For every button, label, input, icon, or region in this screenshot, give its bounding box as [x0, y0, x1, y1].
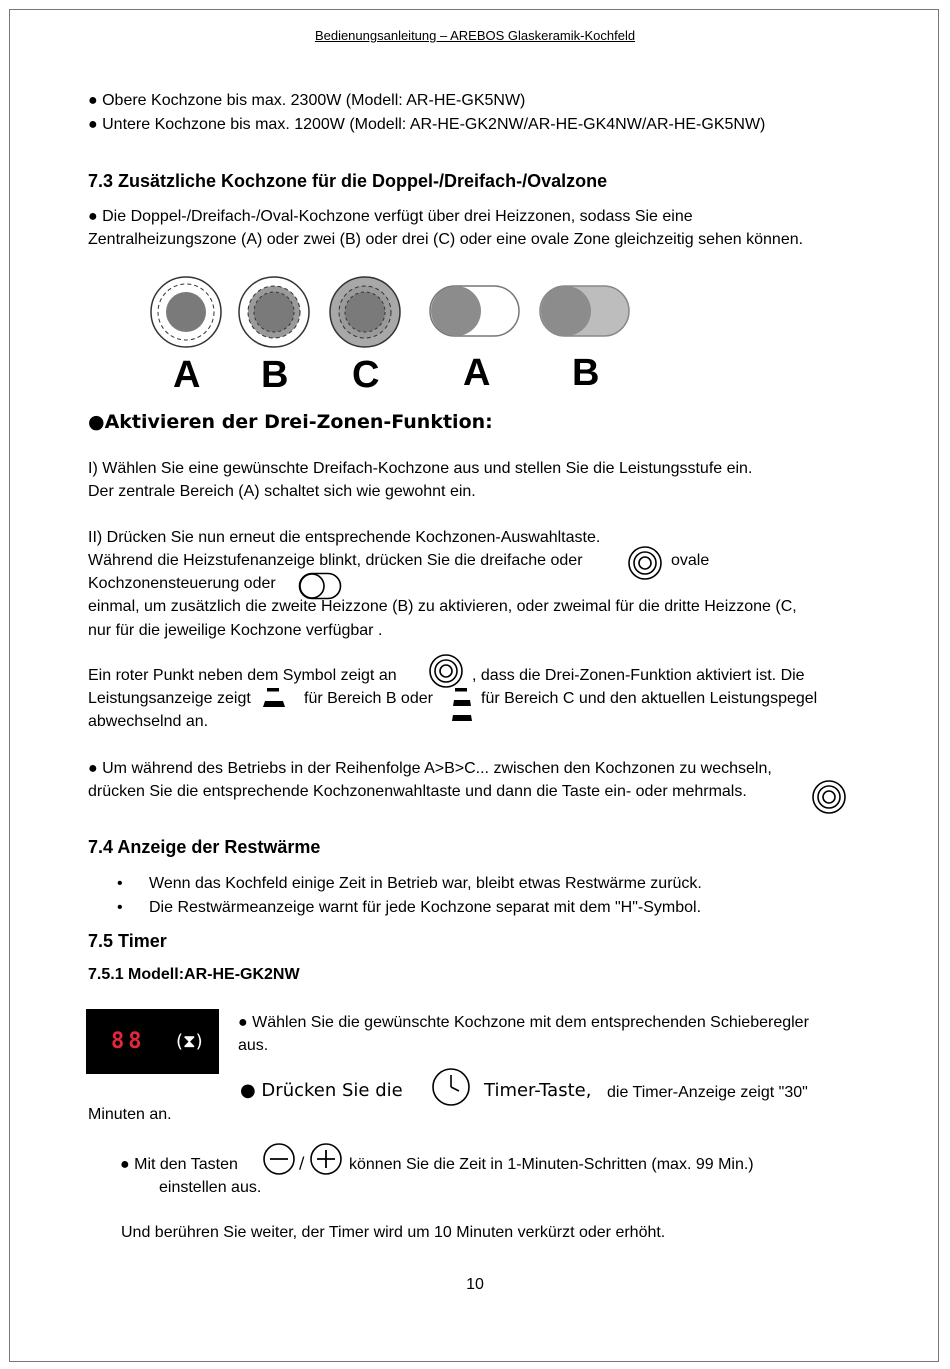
zone-label-c: C — [352, 354, 380, 396]
activate-p2-l3: Kochzonensteuerung oder — [88, 575, 276, 592]
zone-label-b: B — [261, 354, 289, 396]
zone-label-a: A — [173, 354, 201, 396]
activate-p3-l2a: Leistungsanzeige zeigt — [88, 690, 251, 707]
activate-p3-l2b: für Bereich B oder — [304, 690, 433, 707]
timer-l1b: aus. — [238, 1037, 269, 1054]
zone-label-oval-b: B — [572, 352, 600, 394]
sec74-bullet-2: Die Restwärmeanzeige warnt für jede Kochzone separat mit dem "H"-Symbol. — [149, 899, 702, 916]
activate-p1-l1: I) Wählen Sie eine gewünschte Dreifach-Kochzone aus und stellen Sie die Leistungsstufe ein. — [88, 460, 753, 477]
section-7-5-title: 7.5 Timer — [88, 931, 167, 951]
activate-heading: ●Aktivieren der Drei-Zonen-Funktion: — [88, 411, 493, 433]
bullet-dot: • — [117, 875, 123, 892]
display-clock-icon: (⧗) — [176, 1031, 203, 1052]
triple-zone-icon — [428, 653, 464, 689]
triple-zone-icon — [627, 545, 663, 581]
activate-p4-l2: drücken Sie die entsprechende Kochzonenwahltaste und dann die Taste ein- oder mehrmals. — [88, 783, 747, 800]
intro-bullet-2: ● Untere Kochzone bis max. 1200W (Modell: AR-HE-GK2NW/AR-HE-GK4NW/AR-HE-GK5NW) — [88, 116, 766, 133]
timer-clock-icon — [428, 1066, 474, 1108]
activate-p2-l4: einmal, um zusätzlich die zweite Heizzone (B) zu aktivieren, oder zweimal für die dritte Heizzone (C, — [88, 598, 797, 615]
zone-a-round-icon — [151, 277, 221, 347]
timer-l3c: einstellen aus. — [159, 1179, 262, 1196]
activate-p3-l1b: , dass die Drei-Zonen-Funktion aktiviert ist. Die — [472, 667, 805, 684]
zone-c-display-icon — [451, 688, 473, 722]
timer-l1a: ● Wählen Sie die gewünschte Kochzone mit dem entsprechenden Schieberegler — [238, 1014, 809, 1031]
zone-a-oval-icon — [430, 286, 519, 336]
triple-zone-icon — [811, 779, 847, 815]
timer-l2c: die Timer-Anzeige zeigt "30" — [607, 1084, 808, 1101]
zone-b-display-icon — [262, 688, 286, 710]
activate-p2-l5: nur für die jeweilige Kochzone verfügbar . — [88, 622, 383, 639]
page-header: Bedienungsanleitung – AREBOS Glaskeramik-Kochfeld — [314, 28, 636, 43]
zone-label-oval-a: A — [463, 352, 491, 394]
intro-bullet-1: ● Obere Kochzone bis max. 2300W (Modell: AR-HE-GK5NW) — [88, 92, 526, 109]
timer-l2d: Minuten an. — [88, 1106, 172, 1123]
cooking-zones-diagram — [140, 270, 640, 350]
page-number: 10 — [466, 1276, 484, 1293]
sec74-bullet-1: Wenn das Kochfeld einige Zeit in Betrieb war, bleibt etwas Restwärme zurück. — [149, 875, 702, 892]
minus-plus-icon — [261, 1141, 345, 1177]
activate-p3-l3: abwechselnd an. — [88, 713, 209, 730]
display-digits: 88 — [111, 1029, 146, 1054]
activate-p1-l2: Der zentrale Bereich (A) schaltet sich wie gewohnt ein. — [88, 483, 476, 500]
zone-c-round-icon — [330, 277, 400, 347]
activate-p3-l2c: für Bereich C und den aktuellen Leistungspegel — [481, 690, 818, 707]
timer-l3b: können Sie die Zeit in 1-Minuten-Schritten (max. 99 Min.) — [349, 1156, 754, 1173]
section-7-4-title: 7.4 Anzeige der Restwärme — [88, 837, 321, 857]
svg-text:/: / — [299, 1153, 305, 1172]
activate-p2-l1: II) Drücken Sie nun erneut die entsprechende Kochzonen-Auswahltaste. — [88, 529, 601, 546]
timer-l2b: Timer-Taste, — [484, 1080, 592, 1101]
timer-l3a: ● Mit den Tasten — [120, 1156, 238, 1173]
activate-p4-l1: ● Um während des Betriebs in der Reihenfolge A>B>C... zwischen den Kochzonen zu wechseln, — [88, 760, 772, 777]
section-7-3-title: 7.3 Zusätzliche Kochzone für die Doppel-/Dreifach-/Ovalzone — [88, 171, 608, 191]
sec73-line-1: ● Die Doppel-/Dreifach-/Oval-Kochzone verfügt über drei Heizzonen, sodass Sie eine — [88, 208, 693, 225]
zone-b-round-icon — [239, 277, 309, 347]
timer-l2a: ● Drücken Sie die — [240, 1080, 403, 1101]
activate-p2-l2a: Während die Heizstufenanzeige blinkt, drücken Sie die dreifache oder — [88, 552, 583, 569]
bullet-dot: • — [117, 899, 123, 916]
zone-b-oval-icon — [540, 286, 629, 336]
timer-display-image — [86, 1009, 219, 1074]
activate-p3-l1a: Ein roter Punkt neben dem Symbol zeigt an — [88, 667, 397, 684]
timer-l4: Und berühren Sie weiter, der Timer wird um 10 Minuten verkürzt oder erhöht. — [121, 1224, 666, 1241]
sec73-line-2: Zentralheizungszone (A) oder zwei (B) oder drei (C) oder eine ovale Zone gleichzeitig sehen können. — [88, 231, 804, 248]
activate-p2-l2b: ovale — [671, 552, 710, 569]
section-7-5-1-title: 7.5.1 Modell:AR-HE-GK2NW — [88, 966, 300, 983]
